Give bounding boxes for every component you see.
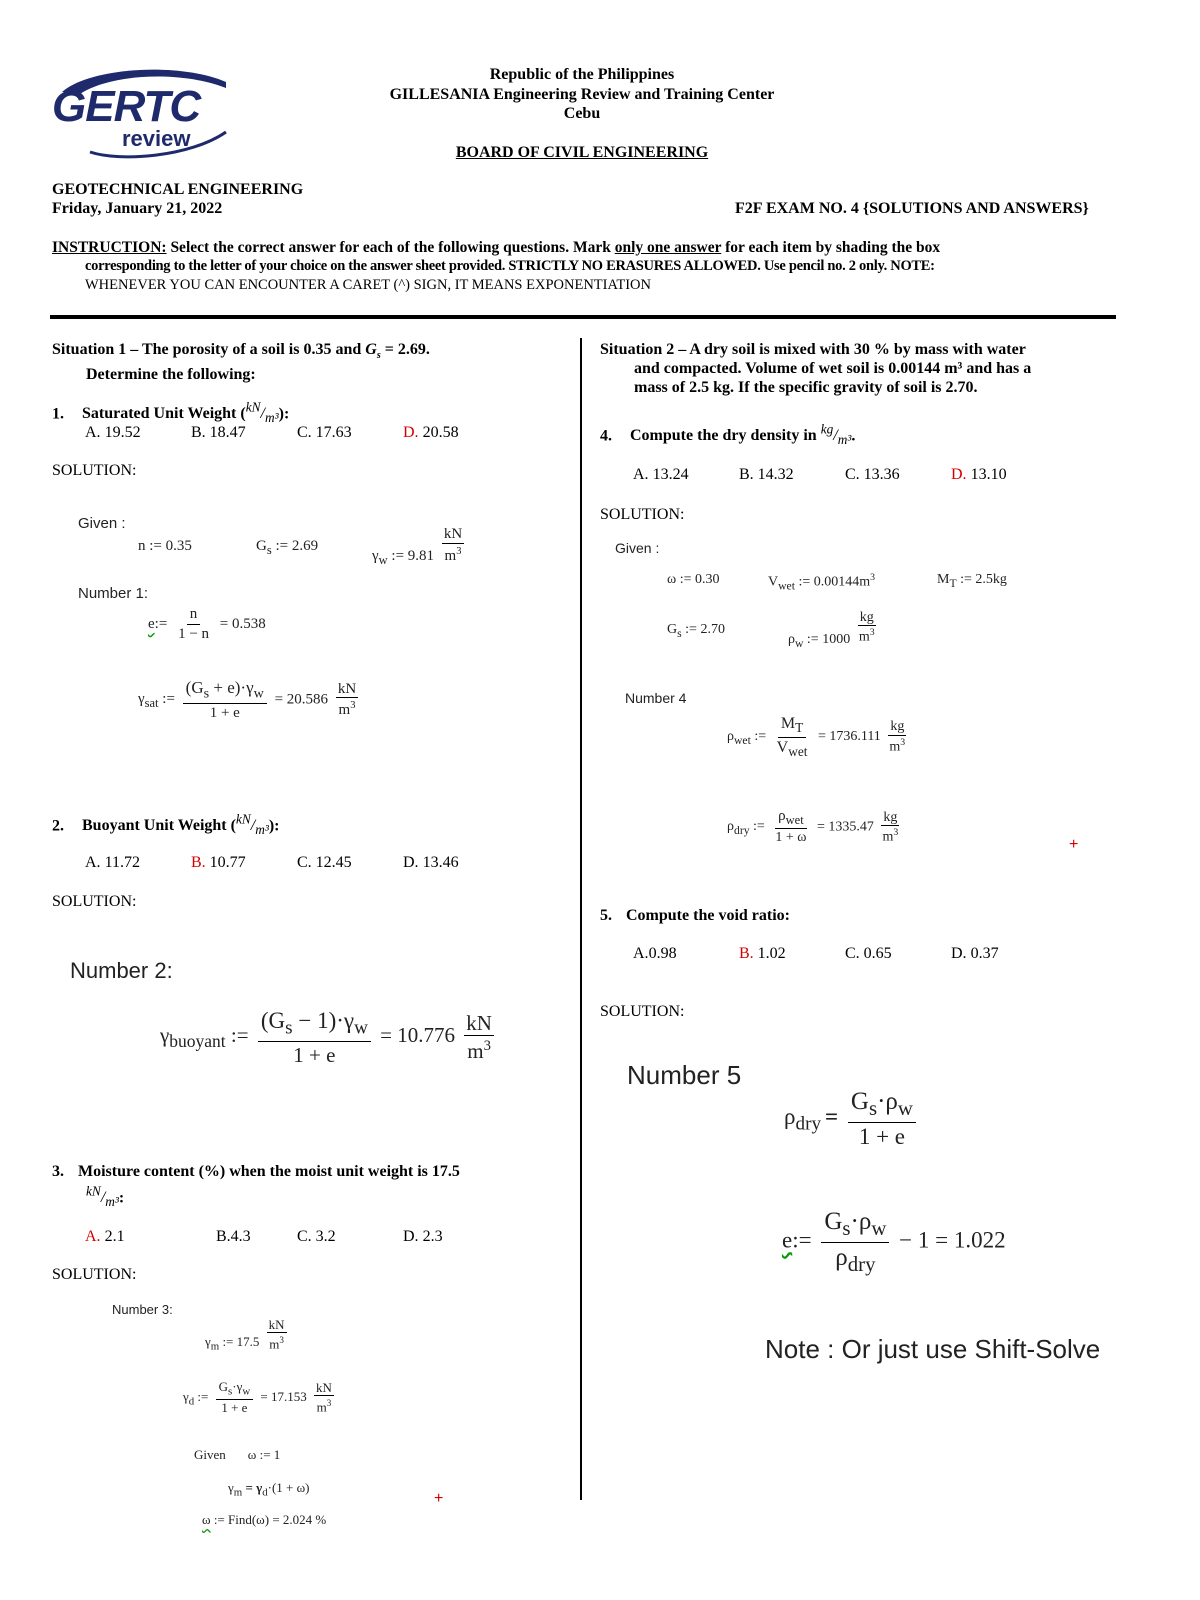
s4-plus-mark: + bbox=[1069, 836, 1079, 853]
instruction-line1 bbox=[52, 238, 1114, 257]
q2-choice-d-letter[interactable]: D. bbox=[403, 854, 419, 871]
q5-choice-c-letter[interactable]: C. bbox=[845, 945, 860, 962]
q5-choice-d-letter[interactable]: D. bbox=[951, 945, 967, 962]
s2-eq: $\gamma_{buoyant}$ := $\frac{(G_s - 1)\cdot\gamma_w}{1 + e}$ = 10.776 $\frac{kN}{m^3}$ bbox=[160, 1008, 492, 1067]
q2-choice-b-letter[interactable]: B. bbox=[191, 854, 206, 871]
s1-gsat: $\gamma_{sat}$ := $\frac{(G_s + e)\cdot\gamma_w}{1 + e}$ = 20.586 $\frac{kN}{m^3}$ bbox=[138, 678, 357, 721]
s3-given: Given ω := 1 bbox=[194, 1447, 281, 1462]
situation-2: Situation 2 – A dry soil is mixed with 30 % by mass with water and compacted. Volume of wet soil is 0.00144 m³ and has a mass of 2.5 kg. If the specific gravity of soil is 2.70. bbox=[600, 341, 1032, 396]
s1-given: Given : bbox=[78, 515, 126, 532]
s3-eq: $\gamma_m = \gamma_d\cdot(1 + \omega)$ bbox=[228, 1480, 310, 1499]
s4-given: Given : bbox=[615, 540, 660, 556]
instruction bbox=[52, 238, 1114, 295]
s1-gw: $\gamma_w$ := 9.81 $\frac{kN}{m^3}$ bbox=[372, 526, 463, 568]
logo-sub: review bbox=[122, 126, 191, 151]
q3-choices: A. 2.1 B.4.3 C. 3.2 D. 2.3 bbox=[85, 1228, 443, 1245]
exam-title: F2F EXAM NO. 4 {SOLUTIONS AND ANSWERS} bbox=[735, 200, 1089, 217]
q5-choice-b-letter[interactable]: B. bbox=[739, 945, 754, 962]
q1-choice-a-letter[interactable]: A. bbox=[85, 424, 101, 441]
question-5: 5. Compute the void ratio: bbox=[600, 907, 790, 924]
s2-number: Number 2: bbox=[70, 958, 173, 983]
solution-label-5: SOLUTION: bbox=[600, 1003, 685, 1020]
s4-gs: $G_s$ := 2.70 bbox=[667, 622, 725, 640]
solution-label-4: SOLUTION: bbox=[600, 506, 685, 523]
s4-number: Number 4 bbox=[625, 690, 687, 706]
s4-rwet: $\rho_{wet}$ := $\frac{M_T}{V_{wet}}$ = 1736.111 $\frac{kg}{m^3}$ bbox=[727, 715, 906, 759]
header-line2: GILLESANIA Engineering Review and Training Center bbox=[389, 86, 775, 103]
q4-choice-a-letter[interactable]: A. bbox=[633, 466, 649, 483]
q2-choices: A. 11.72 B. 10.77 C. 12.45 D. 13.46 bbox=[85, 854, 459, 871]
s3-gm: $\gamma_m$ := 17.5 $\frac{kN}{m^3}$ bbox=[205, 1317, 285, 1353]
s4-mt: $M_T$ := 2.5kg bbox=[937, 572, 1007, 590]
header-line3: Cebu bbox=[563, 105, 601, 122]
s1-e: e:= $\frac{n}{1 - n}$ = 0.538 bbox=[148, 606, 266, 643]
s1-number: Number 1: bbox=[78, 585, 149, 602]
s3-find: ω := Find(ω) = 2.024 % bbox=[202, 1512, 327, 1527]
situation-1: Situation 1 – The porosity of a soil is 0.35 and $G_s = 2.69$. Determine the following: bbox=[52, 341, 430, 384]
exam-date: Friday, January 21, 2022 bbox=[52, 200, 223, 217]
q4-choices: A. 13.24 B. 14.32 C. 13.36 D. 13.10 bbox=[633, 466, 1007, 483]
q3-choice-d-letter[interactable]: D. bbox=[403, 1228, 419, 1245]
q3-choice-c-letter[interactable]: C. bbox=[297, 1228, 312, 1245]
header-line1: Republic of the Philippines bbox=[489, 66, 675, 83]
s5-number: Number 5 bbox=[627, 1060, 742, 1090]
s4-rw: $\rho_w$ := 1000 $\frac{kg}{m^3}$ bbox=[788, 610, 875, 650]
q1-choice-b-letter[interactable]: B. bbox=[191, 424, 206, 441]
instruction-line2: corresponding to the letter of your choice on the answer sheet provided. STRICTLY NO ERASURES ALLOWED. Use pencil no. 2 only. NOTE: bbox=[85, 258, 935, 274]
q5-choice-a-letter[interactable]: A. bbox=[633, 945, 649, 962]
solution-label-3: SOLUTION: bbox=[52, 1266, 137, 1283]
solution-label-2: SOLUTION: bbox=[52, 893, 137, 910]
s3-gd: $\gamma_d$ := $\frac{G_s\cdot\gamma_w}{1 + e}$ = 17.153 $\frac{kN}{m^3}$ bbox=[183, 1379, 332, 1416]
column-divider bbox=[580, 338, 582, 1500]
q2-choice-c-letter[interactable]: C. bbox=[297, 854, 312, 871]
q3-choice-b-letter[interactable]: B. bbox=[216, 1228, 231, 1245]
instruction-label: INSTRUCTION: bbox=[52, 239, 167, 256]
q1-choices: A. 19.52 B. 18.47 C. 17.63 D. 20.58 bbox=[85, 424, 459, 441]
s5-note: Note : Or just use Shift-Solve bbox=[765, 1334, 1101, 1364]
s3-number: Number 3: bbox=[112, 1302, 173, 1317]
s3-plus-mark: + bbox=[434, 1490, 444, 1507]
question-1: 1. Saturated Unit Weight $(^{kN}/_{m^3})$: bbox=[52, 400, 290, 426]
instruction-text1: Select the correct answer for each of the following questions. Mark bbox=[166, 239, 615, 256]
q4-choice-b-letter[interactable]: B. bbox=[739, 466, 754, 483]
s5-e-eq: e:= $\frac{G_s\cdot\rho_w}{\rho_{dry}}$ − 1 = 1.022 bbox=[782, 1208, 1006, 1276]
s4-omega: ω := 0.30 bbox=[667, 572, 720, 587]
s4-rdry: $\rho_{dry}$ := $\frac{\rho_{wet}}{1 + \omega}$ = 1335.47 $\frac{kg}{m^3}$ bbox=[727, 808, 899, 846]
s1-n: n := 0.35 bbox=[138, 538, 192, 554]
q2-choice-a-letter[interactable]: A. bbox=[85, 854, 101, 871]
q1-choice-d-letter[interactable]: D. bbox=[403, 424, 419, 441]
board-title: BOARD OF CIVIL ENGINEERING bbox=[455, 144, 709, 161]
s4-vwet: $V_{wet}$ := $0.00144m^3$ bbox=[768, 572, 876, 593]
q4-choice-c-letter[interactable]: C. bbox=[845, 466, 860, 483]
header-divider bbox=[50, 315, 1116, 319]
solution-label-1: SOLUTION: bbox=[52, 462, 137, 479]
q4-choice-d-letter[interactable]: D. bbox=[951, 466, 967, 483]
q5-choices: A.0.98 B. 1.02 C. 0.65 D. 0.37 bbox=[633, 945, 999, 962]
question-2: 2. Buoyant Unit Weight $(^{kN}/_{m^3})$: bbox=[52, 812, 280, 838]
instruction-underlined: only one answer bbox=[614, 239, 722, 256]
s5-rdry-eq: $\rho_{dry}$ = $\frac{G_s\cdot\rho_w}{1 + e}$ bbox=[784, 1088, 920, 1150]
question-3: 3. Moisture content (%) when the moist unit weight is 17.5 $^{kN}/_{m^3}$: bbox=[52, 1163, 460, 1210]
logo-text: GERTC bbox=[52, 82, 201, 131]
subject: GEOTECHNICAL ENGINEERING bbox=[52, 181, 304, 198]
s1-gs: $G_s$ := 2.69 bbox=[256, 538, 319, 557]
question-4: 4. Compute the dry density in $^{kg}/_{m^3}$. bbox=[600, 422, 856, 448]
q1-choice-c-letter[interactable]: C. bbox=[297, 424, 312, 441]
q3-choice-a-letter[interactable]: A. bbox=[85, 1228, 101, 1245]
instruction-line3: WHENEVER YOU CAN ENCOUNTER A CARET (^) SIGN, IT MEANS EXPONENTIATION bbox=[85, 277, 651, 293]
instruction-text2: for each item by shading the box bbox=[721, 239, 941, 256]
